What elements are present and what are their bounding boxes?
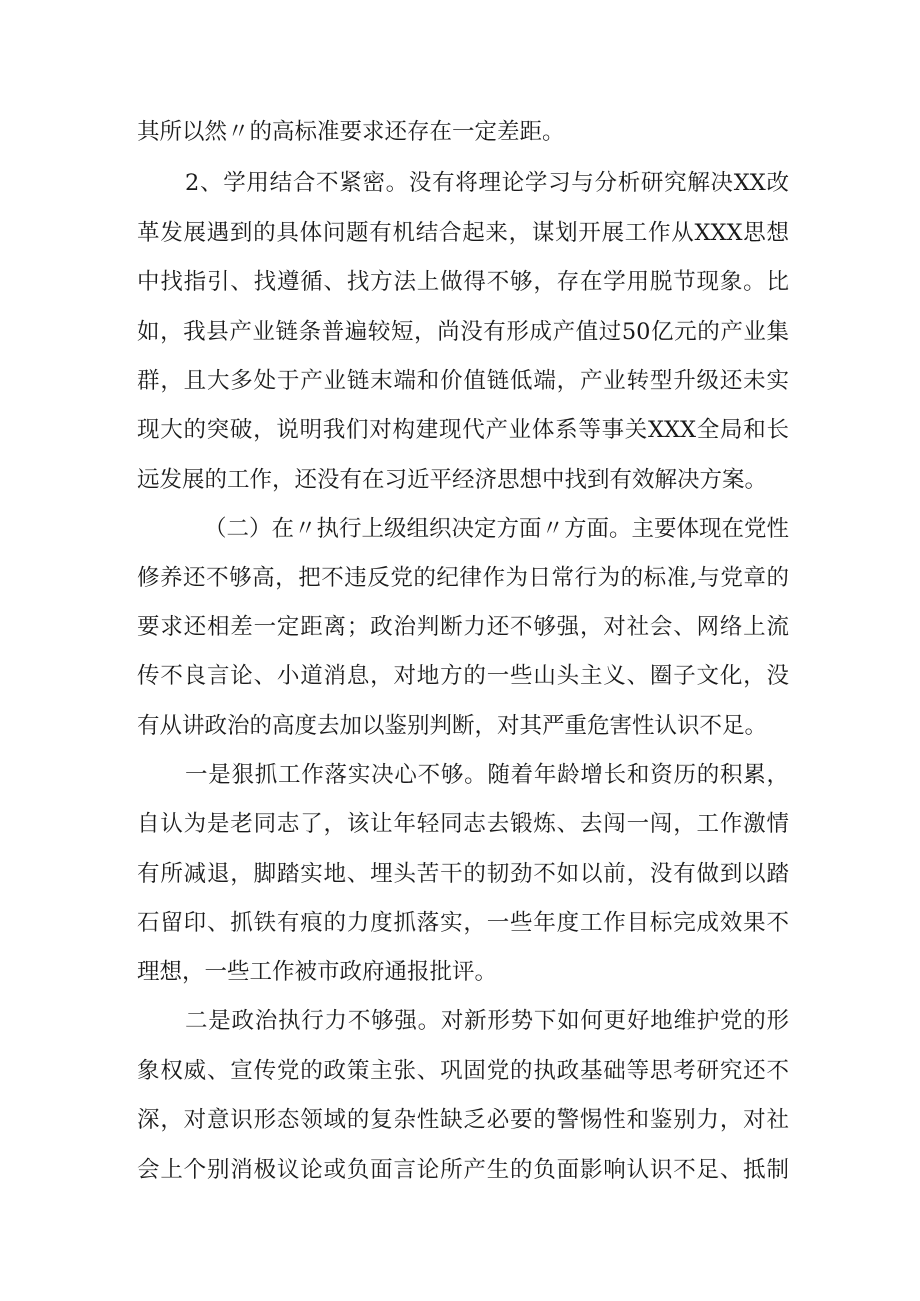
text-line: 深，对意识形态领域的复杂性缺乏必要的警惕性和鉴别力，对社 <box>137 1107 789 1133</box>
text-line: 会上个别消极议论或负面言论所产生的负面影响认识不足、抵制 <box>137 1157 789 1183</box>
text-line: 修养还不够高，把不违反党的纪律作为日常行为的标准,与党章的 <box>137 565 789 591</box>
text-line: 石留印、抓铁有痕的力度抓落实，一些年度工作目标完成效果不 <box>137 910 789 936</box>
text-line: 远发展的工作，还没有在习近平经济思想中找到有效解决方案。 <box>137 467 768 493</box>
text-line: 现大的突破，说明我们对构建现代产业体系等事关XXX全局和长 <box>137 417 789 443</box>
text-line: 其所以然〃的高标准要求还存在一定差距。 <box>137 119 565 145</box>
text-line: 理想，一些工作被市政府通报批评。 <box>137 959 498 985</box>
text-line: 中找指引、找遵循、找方法上做得不够，存在学用脱节现象。比 <box>137 269 789 295</box>
paragraph-start-line: 二是政治执行力不够强。对新形势下如何更好地维护党的形 <box>185 1008 789 1034</box>
text-line: 自认为是老同志了，该让年轻同志去锻炼、去闯一闯，工作激情 <box>137 811 789 837</box>
text-line: 有所减退，脚踏实地、埋头苦干的韧劲不如以前，没有做到以踏 <box>137 861 789 887</box>
section-heading-line: （二）在〃执行上级组织决定方面〃方面。主要体现在党性 <box>204 516 790 542</box>
text-line: 有从讲政治的高度去加以鉴别判断，对其严重危害性认识不足。 <box>137 713 768 739</box>
text-line: 象权威、宣传党的政策主张、巩固党的执政基础等思考研究还不 <box>137 1058 789 1084</box>
paragraph-start-line: 一是狠抓工作落实决心不够。随着年龄增长和资历的积累， <box>185 762 789 788</box>
text-line: 如，我县产业链条普遍较短，尚没有形成产值过50亿元的产业集 <box>137 319 789 345</box>
text-line: 要求还相差一定距离；政治判断力还不够强，对社会、网络上流 <box>137 614 789 640</box>
text-line: 革发展遇到的具体问题有机结合起来，谋划开展工作从XXX思想 <box>137 220 789 246</box>
text-line: 群，且大多处于产业链末端和价值链低端，产业转型升级还未实 <box>137 368 789 394</box>
text-line: 传不良言论、小道消息，对地方的一些山头主义、圈子文化，没 <box>137 663 789 689</box>
paragraph-start-line: 2、学用结合不紧密。没有将理论学习与分析研究解决XX改 <box>185 170 789 196</box>
